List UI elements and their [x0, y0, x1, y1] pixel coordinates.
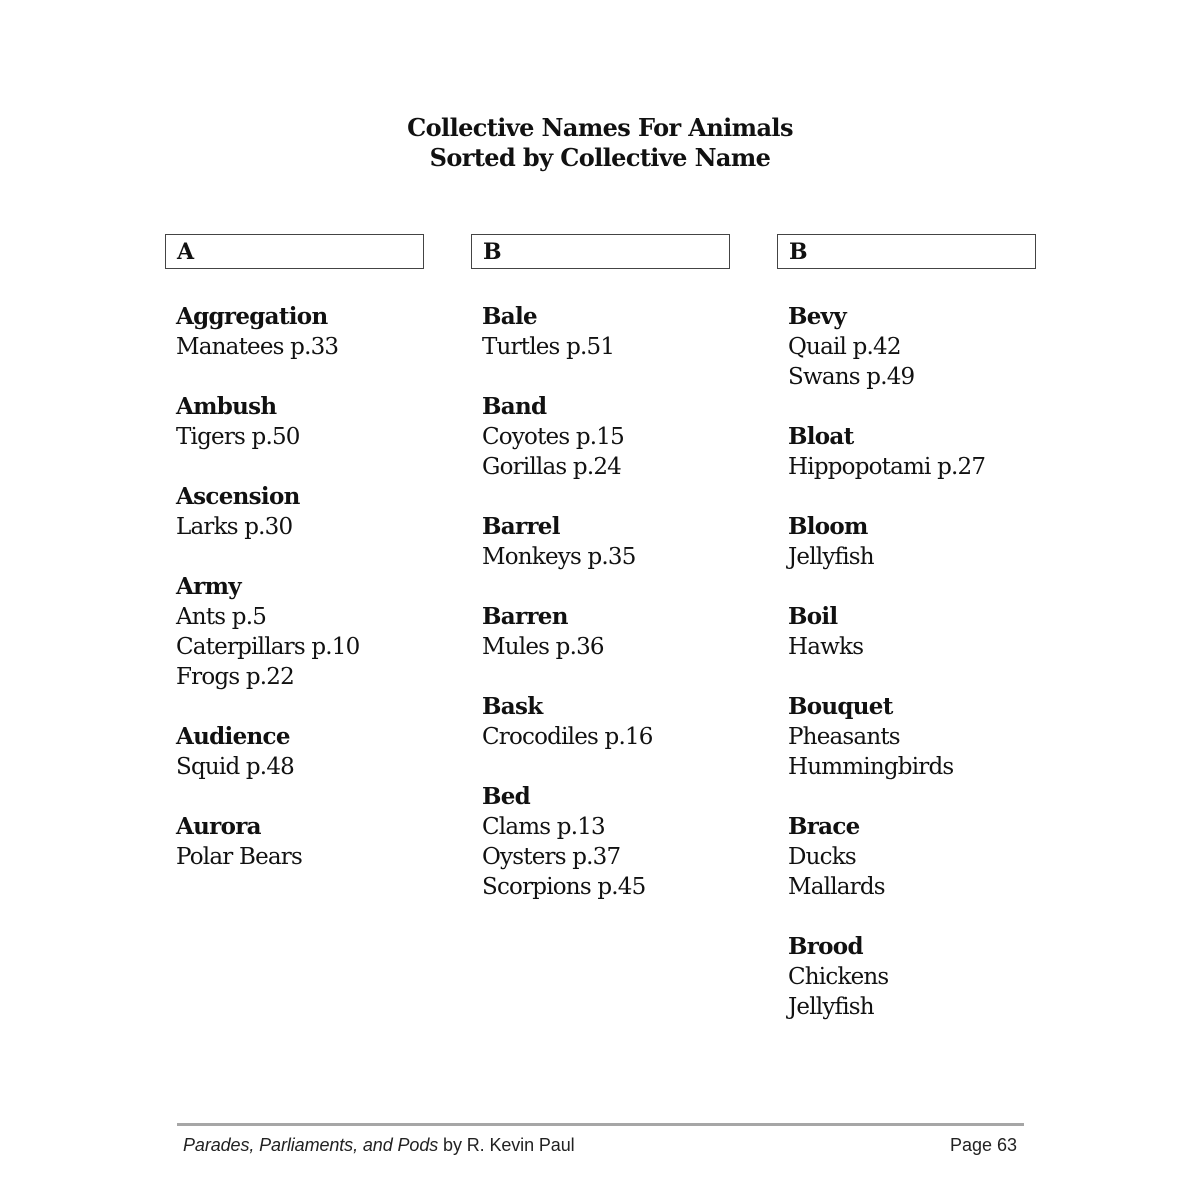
- animal-entry: Swans p.49: [788, 364, 915, 390]
- animal-entry: Pheasants: [788, 724, 900, 750]
- collective-group: [482, 392, 730, 482]
- collective-term: Bloat: [788, 423, 854, 450]
- animal-entry: Polar Bears: [176, 844, 302, 870]
- page-number: Page 63: [949, 1135, 1017, 1155]
- letter-header: B: [777, 234, 1036, 269]
- animal-entry: Monkeys p.35: [482, 544, 636, 570]
- collective-term: Brood: [788, 933, 863, 960]
- animal-entry: Oysters p.37: [482, 844, 621, 870]
- collective-term: Ambush: [176, 393, 277, 420]
- collective-term: Brace: [788, 813, 860, 840]
- entry-list: [777, 302, 1036, 1022]
- animal-entry: Ducks: [788, 844, 856, 870]
- collective-term: Barrel: [482, 513, 560, 540]
- title-line-2: Sorted by Collective Name: [429, 143, 771, 172]
- footer-credit: [183, 1133, 575, 1157]
- collective-term: Bed: [482, 783, 531, 810]
- animal-entry: Jellyfish: [788, 994, 874, 1020]
- animal-entry: Ants p.5: [176, 604, 267, 630]
- animal-entry: Tigers p.50: [176, 424, 300, 450]
- collective-term: Boil: [788, 603, 838, 630]
- collective-group: [482, 602, 730, 662]
- footer-divider: [177, 1123, 1024, 1126]
- animal-entry: Hummingbirds: [788, 754, 954, 780]
- collective-group: [788, 692, 1036, 782]
- collective-term: Band: [482, 393, 547, 420]
- book-title: Parades, Parliaments, and Pods: [183, 1135, 439, 1155]
- letter-header: B: [471, 234, 730, 269]
- collective-group: [482, 512, 730, 572]
- animal-entry: Caterpillars p.10: [176, 634, 360, 660]
- column-1: [165, 234, 424, 872]
- animal-entry: Gorillas p.24: [482, 454, 622, 480]
- column-3: [777, 234, 1036, 1022]
- letter-header: A: [165, 234, 424, 269]
- animal-entry: Scorpions p.45: [482, 874, 646, 900]
- animal-entry: Jellyfish: [788, 544, 874, 570]
- collective-group: [788, 302, 1036, 392]
- page-footer: [183, 1133, 1017, 1157]
- animal-entry: Hawks: [788, 634, 864, 660]
- collective-group: [788, 812, 1036, 902]
- animal-entry: Turtles p.51: [482, 334, 615, 360]
- collective-group: [176, 572, 424, 692]
- collective-group: [176, 722, 424, 782]
- animal-entry: Quail p.42: [788, 334, 901, 360]
- entry-list: [165, 302, 424, 872]
- collective-term: Audience: [176, 723, 290, 750]
- animal-entry: Crocodiles p.16: [482, 724, 653, 750]
- collective-term: Bouquet: [788, 693, 893, 720]
- animal-entry: Mules p.36: [482, 634, 604, 660]
- animal-entry: Hippopotami p.27: [788, 454, 986, 480]
- collective-group: [788, 602, 1036, 662]
- collective-group: [482, 302, 730, 362]
- title-line-1: Collective Names For Animals: [407, 113, 793, 142]
- collective-term: Ascension: [176, 483, 300, 510]
- collective-term: Barren: [482, 603, 568, 630]
- collective-term: Bask: [482, 693, 543, 720]
- column-2: [471, 234, 730, 902]
- collective-group: [788, 512, 1036, 572]
- collective-term: Aggregation: [176, 303, 328, 330]
- animal-entry: Chickens: [788, 964, 889, 990]
- collective-term: Army: [176, 573, 241, 600]
- animal-entry: Mallards: [788, 874, 885, 900]
- collective-group: [788, 932, 1036, 1022]
- collective-group: [176, 392, 424, 452]
- collective-term: Bale: [482, 303, 537, 330]
- page-title: [0, 113, 1200, 173]
- collective-group: [482, 692, 730, 752]
- collective-group: [176, 812, 424, 872]
- collective-group: [482, 782, 730, 902]
- animal-entry: Larks p.30: [176, 514, 293, 540]
- animal-entry: Coyotes p.15: [482, 424, 624, 450]
- animal-entry: Frogs p.22: [176, 664, 294, 690]
- collective-term: Bloom: [788, 513, 868, 540]
- collective-group: [788, 422, 1036, 482]
- entry-list: [471, 302, 730, 902]
- collective-term: Bevy: [788, 303, 847, 330]
- collective-group: [176, 302, 424, 362]
- animal-entry: Clams p.13: [482, 814, 605, 840]
- collective-group: [176, 482, 424, 542]
- collective-term: Aurora: [176, 813, 261, 840]
- animal-entry: Squid p.48: [176, 754, 294, 780]
- animal-entry: Manatees p.33: [176, 334, 339, 360]
- author-byline: by R. Kevin Paul: [438, 1135, 575, 1155]
